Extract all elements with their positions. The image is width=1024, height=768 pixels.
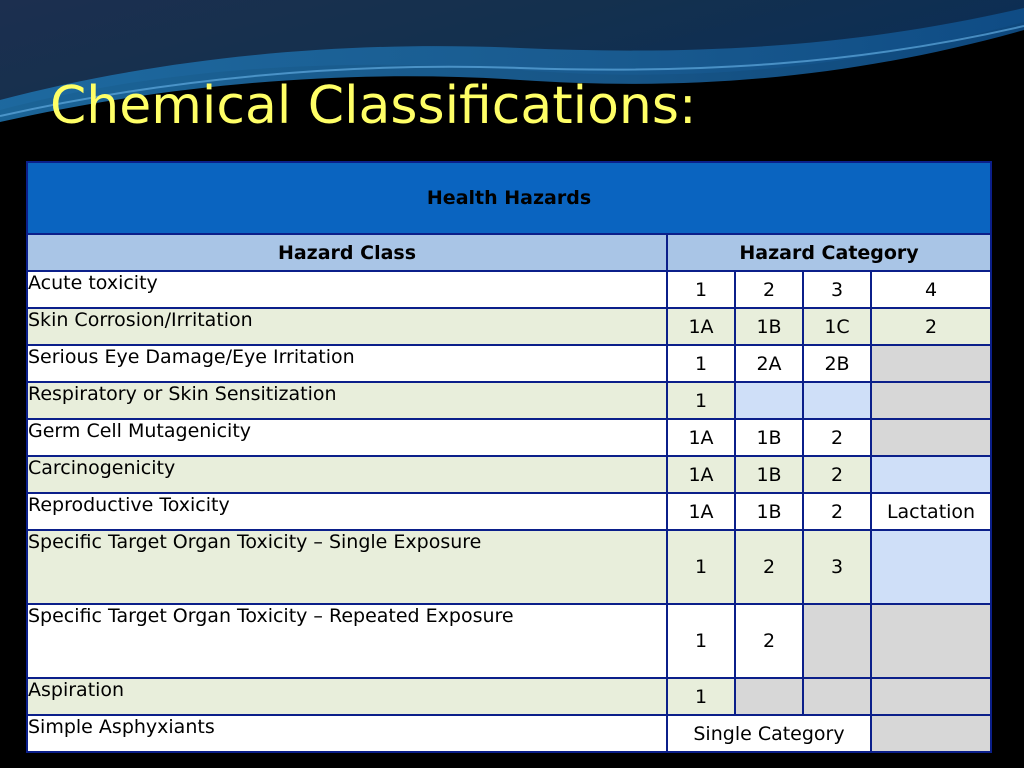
empty-category-cell	[735, 382, 803, 419]
table-row	[27, 715, 991, 752]
category-cell: 1A	[667, 456, 735, 493]
table-row	[27, 345, 991, 382]
category-cell: 3	[803, 271, 871, 308]
table-banner: Health Hazards	[27, 162, 991, 234]
empty-category-cell	[735, 678, 803, 715]
hazard-class-cell: Respiratory or Skin Sensitization	[27, 382, 667, 419]
hazard-class-cell: Carcinogenicity	[27, 456, 667, 493]
hazard-class-cell: Skin Corrosion/Irritation	[27, 308, 667, 345]
category-cell: 1B	[735, 308, 803, 345]
category-cell: 2	[803, 493, 871, 530]
category-cell: 1	[667, 678, 735, 715]
empty-category-cell	[803, 604, 871, 678]
category-cell: Lactation	[871, 493, 991, 530]
category-cell: 1	[667, 382, 735, 419]
hazard-class-cell: Simple Asphyxiants	[27, 715, 667, 752]
hazard-class-cell: Germ Cell Mutagenicity	[27, 419, 667, 456]
page-title: Chemical Classifications:	[50, 76, 697, 136]
empty-category-cell	[871, 345, 991, 382]
category-cell: 2B	[803, 345, 871, 382]
column-header-hazard-class: Hazard Class	[27, 234, 667, 271]
table-row	[27, 308, 991, 345]
category-cell: 2	[803, 419, 871, 456]
category-cell: 2A	[735, 345, 803, 382]
table-row	[27, 271, 991, 308]
table-row	[27, 678, 991, 715]
category-cell: 1	[667, 530, 735, 604]
table-row	[27, 493, 991, 530]
empty-category-cell	[871, 456, 991, 493]
category-cell: 1A	[667, 308, 735, 345]
table-row	[27, 382, 991, 419]
column-header-hazard-category: Hazard Category	[667, 234, 991, 271]
category-cell: 1	[667, 604, 735, 678]
hazard-class-cell: Specific Target Organ Toxicity – Single Exposure	[27, 530, 667, 604]
table-row	[27, 419, 991, 456]
category-cell: 1B	[735, 419, 803, 456]
category-cell: 1B	[735, 493, 803, 530]
health-hazards-table	[26, 161, 992, 753]
table-row	[27, 456, 991, 493]
hazard-class-cell: Serious Eye Damage/Eye Irritation	[27, 345, 667, 382]
empty-category-cell	[871, 530, 991, 604]
category-cell: 1	[667, 345, 735, 382]
empty-category-cell	[871, 715, 991, 752]
category-cell: 2	[803, 456, 871, 493]
category-cell: 2	[735, 530, 803, 604]
category-cell: 1	[667, 271, 735, 308]
category-cell: 1C	[803, 308, 871, 345]
category-cell: 1A	[667, 419, 735, 456]
table-banner-row	[27, 162, 991, 234]
hazard-class-cell: Specific Target Organ Toxicity – Repeated Exposure	[27, 604, 667, 678]
empty-category-cell	[871, 604, 991, 678]
column-header-row	[27, 234, 991, 271]
hazard-class-cell: Aspiration	[27, 678, 667, 715]
category-cell: 2	[735, 271, 803, 308]
category-cell: 3	[803, 530, 871, 604]
category-cell: 4	[871, 271, 991, 308]
empty-category-cell	[803, 678, 871, 715]
category-cell: Single Category	[667, 715, 871, 752]
hazard-class-cell: Acute toxicity	[27, 271, 667, 308]
table-row	[27, 604, 991, 678]
category-cell: 2	[871, 308, 991, 345]
category-cell: 2	[735, 604, 803, 678]
table-row	[27, 530, 991, 604]
empty-category-cell	[871, 419, 991, 456]
hazard-class-cell: Reproductive Toxicity	[27, 493, 667, 530]
category-cell: 1B	[735, 456, 803, 493]
empty-category-cell	[871, 382, 991, 419]
empty-category-cell	[803, 382, 871, 419]
empty-category-cell	[871, 678, 991, 715]
category-cell: 1A	[667, 493, 735, 530]
